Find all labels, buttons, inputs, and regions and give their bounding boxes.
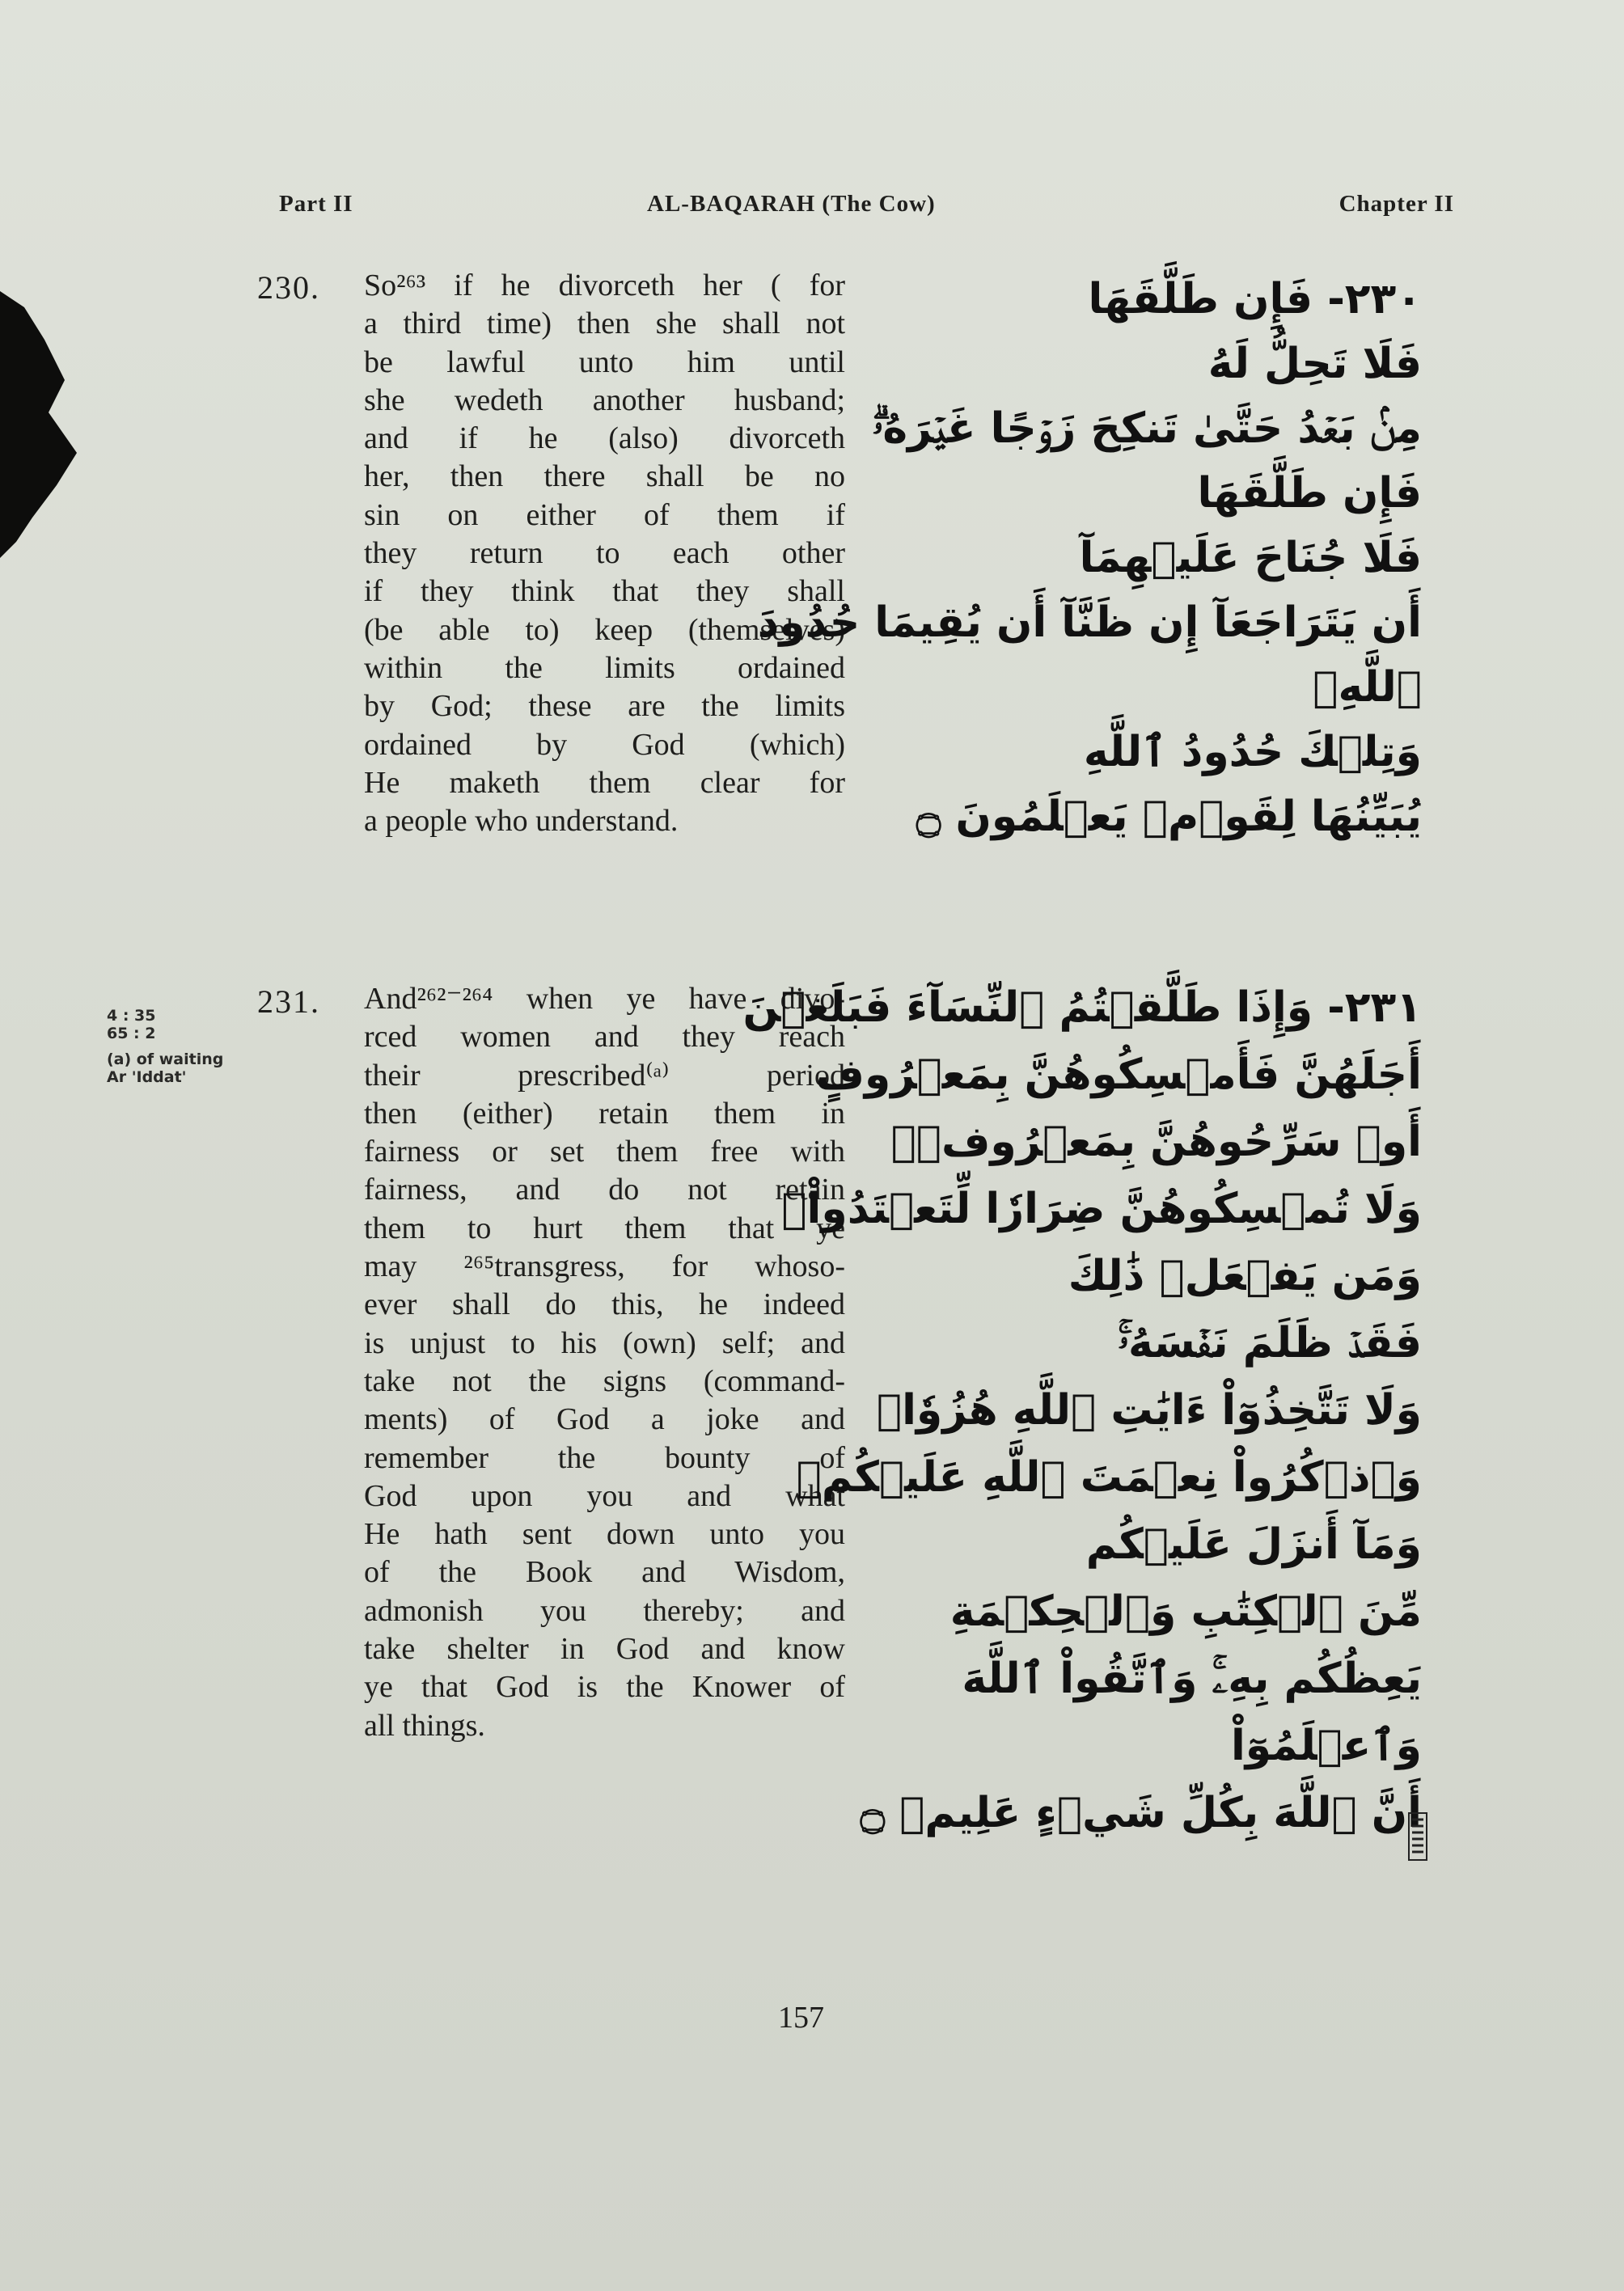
translation-line: ments) of God a joke and xyxy=(364,1402,845,1437)
translation-line: fairness, and do not retain xyxy=(364,1173,845,1207)
translation-line: (be able to) keep (themselves) xyxy=(364,612,845,647)
translation-line: So²⁶³ if he divorceth her ( for xyxy=(364,268,845,302)
header-surah-title: AL-BAQARAH (The Cow) xyxy=(647,191,936,217)
footnote-line: (a) of waiting xyxy=(107,1050,224,1068)
translation-line: by God; these are the limits xyxy=(364,689,845,724)
arabic-line: وَلَا تَتَّخِذُوٓاْ ءَايَٰتِ ٱللَّهِ هُزُوٗاۚ xyxy=(876,1386,1422,1435)
arabic-line: وَٱعۡلَمُوٓاْ xyxy=(1230,1722,1422,1770)
margin-cross-references xyxy=(107,1007,223,1086)
verse-arabic xyxy=(758,267,1422,849)
translation-line: her, then there shall be no xyxy=(364,459,845,494)
translation-line: take shelter in God and know xyxy=(364,1632,845,1667)
translation-line: may ²⁶⁵transgress, for whoso- xyxy=(364,1249,845,1284)
arabic-line: أَنَّ ٱللَّهَ بِكُلِّ شَيۡءٍ عَلِيمٞ ۝ xyxy=(860,1789,1422,1837)
arabic-line: مِّنَ ٱلۡكِتَٰبِ وَٱلۡحِكۡمَةِ xyxy=(949,1587,1422,1636)
cross-reference: 65 : 2 xyxy=(107,1025,156,1042)
arabic-line: أَجَلَهُنَّ فَأَمۡسِكُوهُنَّ بِمَعۡرُوفٍ xyxy=(815,1050,1422,1099)
translation-line: take not the signs (command- xyxy=(364,1363,845,1398)
arabic-line: أَوۡ سَرِّحُوهُنَّ بِمَعۡرُوفٖۚ xyxy=(890,1118,1422,1166)
translation-line: And²⁶²⁻²⁶⁴ when ye have divo- xyxy=(364,982,845,1016)
arabic-line: وَلَا تُمۡسِكُوهُنَّ ضِرَارٗا لِّتَعۡتَدُواْۚ xyxy=(781,1185,1422,1233)
arabic-line: وَمَآ أَنزَلَ عَلَيۡكُم xyxy=(1085,1520,1422,1569)
arabic-line: فَلَا جُنَاحَ عَلَيۡهِمَآ xyxy=(1079,534,1422,582)
translation-line: of the Book and Wisdom, xyxy=(364,1555,845,1590)
cross-reference: 4 : 35 xyxy=(107,1007,156,1025)
ruku-marker-icon xyxy=(1407,1811,1428,1862)
translation-line: them to hurt them that ye xyxy=(364,1211,845,1245)
arabic-line: يَعِظُكُم بِهِۦۚ وَٱتَّقُواْ ٱللَّهَ xyxy=(962,1655,1422,1703)
verse-number: 230. xyxy=(257,269,320,306)
arabic-line: وَتِلۡكَ حُدُودُ ٱللَّهِ xyxy=(1083,728,1422,776)
translation-line: ordained by God (which) xyxy=(364,727,845,762)
translation-line: admonish you thereby; and xyxy=(364,1593,845,1628)
translation-line: He hath sent down unto you xyxy=(364,1517,845,1552)
translation-line: if they think that they shall xyxy=(364,574,845,609)
translation-line: within the limits ordained xyxy=(364,650,845,685)
arabic-line: فَلَا تَحِلُّ لَهُ xyxy=(1207,340,1422,388)
translation-line: a third time) then she shall not xyxy=(364,306,845,341)
translation-line: a people who understand. xyxy=(364,804,679,839)
arabic-line: ٢٣٠- فَإِن طَلَّقَهَا xyxy=(1088,275,1422,323)
arabic-line: مِنۢ بَعۡدُ حَتَّىٰ تَنكِحَ زَوۡجًا غَيۡرَهُۥۗ xyxy=(872,404,1422,453)
translation-line: and if he (also) divorceth xyxy=(364,421,845,456)
header-chapter: Chapter II xyxy=(1339,191,1454,217)
translation-line: they return to each other xyxy=(364,536,845,571)
arabic-line: ٢٣١- وَإِذَا طَلَّقۡتُمُ ٱلنِّسَآءَ فَبَلَغۡنَ xyxy=(742,983,1422,1032)
arabic-line: يُبَيِّنُهَا لِقَوۡمٖ يَعۡلَمُونَ ۝ xyxy=(916,793,1422,841)
header-part: Part II xyxy=(279,191,353,217)
translation-line: fairness or set them free with xyxy=(364,1135,845,1169)
verse-number: 231. xyxy=(257,983,320,1020)
translation-line: she wedeth another husband; xyxy=(364,383,845,417)
translation-line: then (either) retain them in xyxy=(364,1096,845,1131)
translation-line: rced women and they reach xyxy=(364,1020,845,1055)
arabic-line: وَمَن يَفۡعَلۡ ذَٰلِكَ xyxy=(1068,1252,1422,1300)
arabic-line: فَإِن طَلَّقَهَا xyxy=(1197,469,1422,518)
arabic-line: فَقَدۡ ظَلَمَ نَفۡسَهُۥۚ xyxy=(1118,1319,1422,1367)
translation-line: is unjust to his (own) self; and xyxy=(364,1325,845,1360)
translation-line: all things. xyxy=(364,1708,485,1743)
arabic-line: ٱللَّهِۗ xyxy=(1313,663,1422,712)
page-number: 157 xyxy=(778,2001,824,2035)
footnote-line: Ar 'Iddat' xyxy=(107,1068,187,1086)
translation-line: ever shall do this, he indeed xyxy=(364,1287,845,1322)
translation-line: their prescribed⁽ᵃ⁾ period xyxy=(364,1058,845,1093)
translation-line: God upon you and what xyxy=(364,1478,845,1513)
translation-line: be lawful unto him until xyxy=(364,344,845,379)
torn-page-edge xyxy=(0,291,89,558)
arabic-line: وَٱذۡكُرُواْ نِعۡمَتَ ٱللَّهِ عَلَيۡكُمۡ xyxy=(796,1453,1422,1502)
translation-line: ye that God is the Knower of xyxy=(364,1670,845,1705)
verse-arabic xyxy=(742,974,1422,1847)
arabic-line: أَن يَتَرَاجَعَآ إِن ظَنَّآ أَن يُقِيمَا حُدُودَ xyxy=(757,598,1422,647)
translation-line: sin on either of them if xyxy=(364,497,845,532)
translation-line: remember the bounty of xyxy=(364,1440,845,1475)
translation-line: He maketh them clear for xyxy=(364,765,845,800)
